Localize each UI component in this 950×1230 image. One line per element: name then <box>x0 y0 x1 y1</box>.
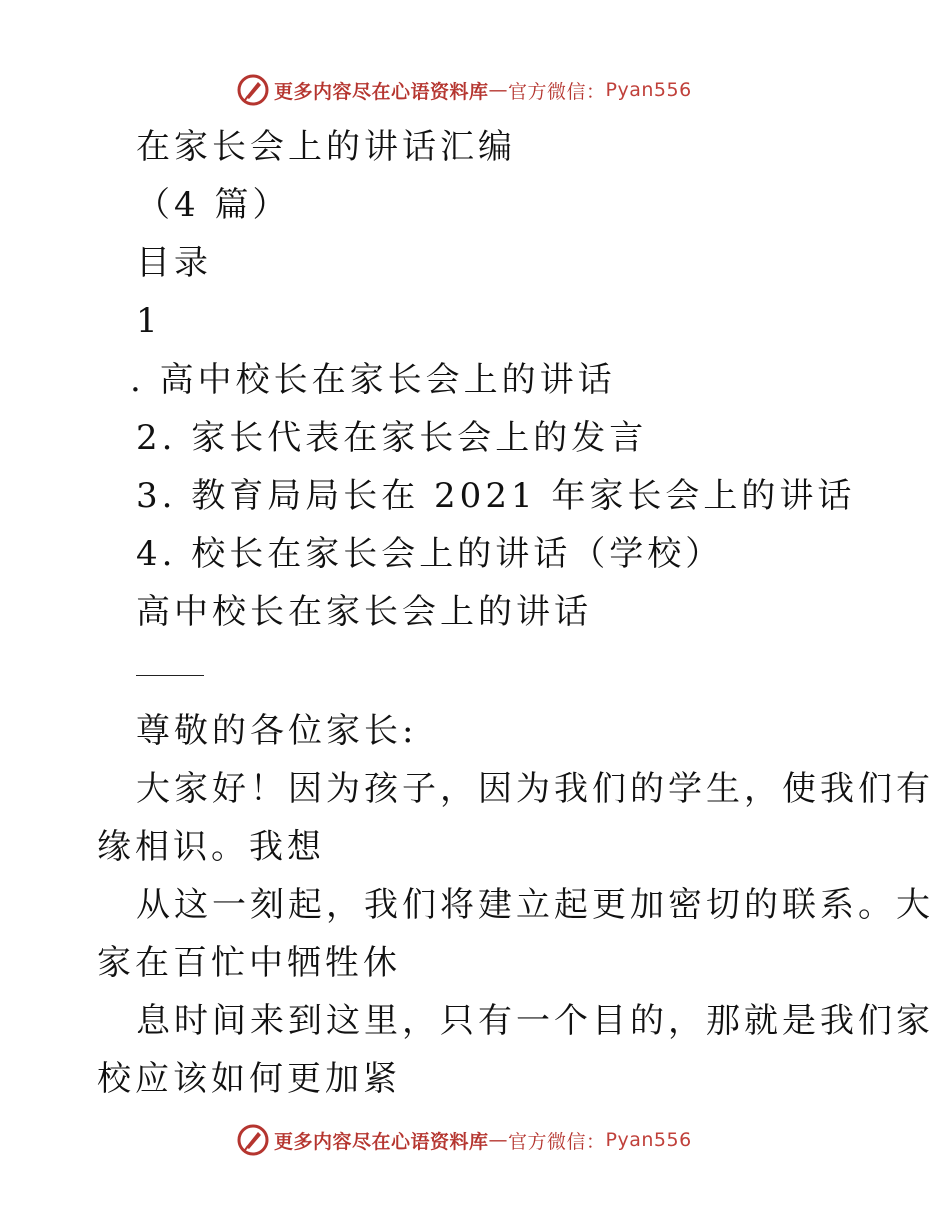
watermark-separator: — <box>488 1129 509 1151</box>
salutation: 尊敬的各位家长: <box>136 711 418 751</box>
quill-logo-icon <box>236 1123 270 1157</box>
header-watermark <box>236 72 692 108</box>
watermark-label: 官方微信： <box>508 80 606 103</box>
toc-heading: 目录 <box>136 243 212 283</box>
body-line: 家在百忙中牺牲休 <box>97 943 401 983</box>
document-count: （4 篇） <box>136 185 291 225</box>
watermark-label: 官方微信： <box>508 1130 606 1153</box>
document-title: 在家长会上的讲话汇编 <box>136 127 516 167</box>
toc-item: . 高中校长在家长会上的讲话 <box>130 360 616 400</box>
body-line: 从这一刻起，我们将建立起更加密切的联系。大 <box>136 885 934 925</box>
quill-logo-icon <box>236 73 270 107</box>
toc-item: 3. 教育局局长在 2021 年家长会上的讲话 <box>136 476 856 516</box>
body-line: 息时间来到这里，只有一个目的，那就是我们家 <box>136 1001 934 1041</box>
footer-watermark <box>236 1122 692 1158</box>
watermark-wechat-id: Pyan556 <box>605 79 692 101</box>
body-line: 校应该如何更加紧 <box>97 1059 401 1099</box>
watermark-brand: 更多内容尽在心语资料库 <box>274 80 489 103</box>
body-line: 缘相识。我想 <box>97 827 325 867</box>
section-title: 高中校长在家长会上的讲话 <box>136 592 592 632</box>
divider-line <box>136 675 204 676</box>
toc-number: 1 <box>136 301 162 341</box>
body-line: 大家好！因为孩子，因为我们的学生，使我们有 <box>136 769 934 809</box>
toc-item: 4. 校长在家长会上的讲话（学校） <box>136 534 724 574</box>
watermark-brand: 更多内容尽在心语资料库 <box>274 1130 489 1153</box>
toc-item: 2. 家长代表在家长会上的发言 <box>136 418 648 458</box>
watermark-separator: — <box>488 79 509 101</box>
watermark-wechat-id: Pyan556 <box>605 1129 692 1151</box>
